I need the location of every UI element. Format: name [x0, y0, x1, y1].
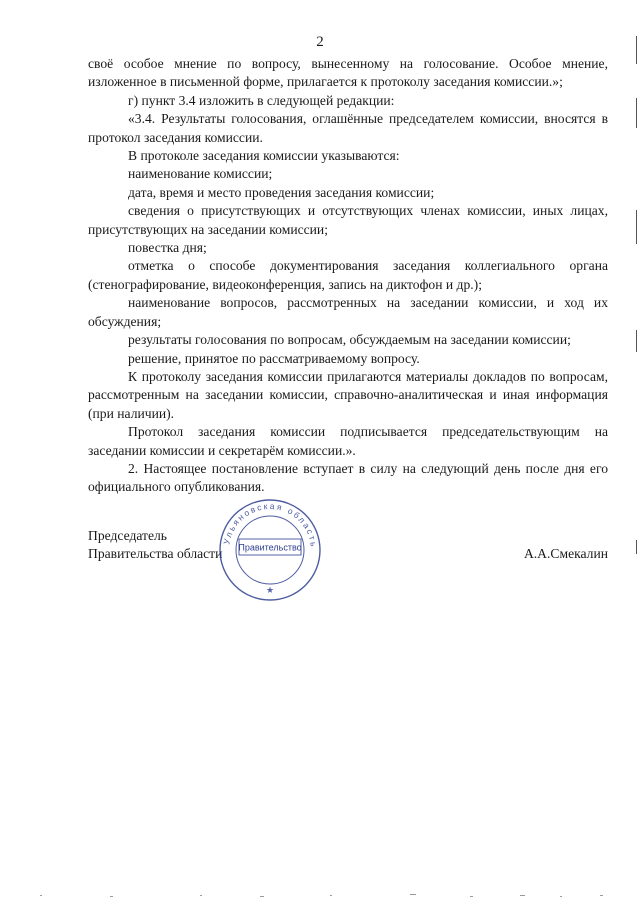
paragraph: результаты голосования по вопросам, обсуждаемым на заседании комиссии; — [128, 332, 571, 348]
signature-block — [88, 527, 608, 572]
paragraph: сведения о присутствующих и отсутствующих членах комиссии, иных лицах, присутствующих на заседании комиссии; — [88, 203, 608, 237]
stamp-center-text: Правительство — [238, 542, 302, 553]
paragraph: Протокол заседания комиссии подписывается председательствующим на заседании комиссии и секретарём комиссии.». — [88, 424, 608, 458]
scan-edge-line — [636, 36, 637, 64]
scan-edge-line — [636, 540, 637, 554]
paragraph: г) пункт 3.4 изложить в следующей редакции: — [128, 92, 395, 108]
scan-edge-line — [636, 330, 637, 352]
paragraph: наименование комиссии; — [128, 166, 273, 182]
scan-noise — [0, 893, 640, 899]
paragraph: К протоколу заседания комиссии прилагаются материалы докладов по вопросам, рассмотренным на заседании комиссии, справочно-аналитическая и иная информация (при наличии). — [88, 368, 608, 421]
paragraph: своё особое мнение по вопросу, вынесенному на голосование. Особое мнение, изложенное в письменной форме, прилагается к протоколу заседания комиссии.»; — [88, 56, 608, 90]
paragraph: повестка дня; — [128, 240, 207, 256]
signatory-title-line2: Правительства области — [88, 546, 223, 562]
scan-edge-line — [636, 98, 637, 128]
document-body — [88, 55, 608, 497]
stamp-ring-text: Ульяновская область — [221, 500, 320, 549]
paragraph: «3.4. Результаты голосования, оглашённые председателем комиссии, вносятся в протокол заседания комиссии. — [88, 111, 608, 145]
signatory-name: А.А.Смекалин — [523, 546, 608, 561]
signatory-title — [88, 527, 222, 564]
paragraph: наименование вопросов, рассмотренных на заседании комиссии, и ход их обсуждения; — [88, 295, 608, 329]
stamp-star: ★ — [265, 586, 275, 596]
paragraph: В протоколе заседания комиссии указываются: — [128, 148, 400, 164]
page-number: 2 — [316, 34, 324, 50]
signatory-title-line1: Председатель — [88, 528, 167, 543]
paragraph: 2. Настоящее постановление вступает в силу на следующий день после дня его официального опубликования. — [88, 460, 608, 495]
paragraph: отметка о способе документирования заседания коллегиального органа (стенографирование, видеоконференция, запись на диктофон и др.); — [88, 258, 608, 292]
official-stamp — [215, 495, 325, 605]
scan-edge-line — [636, 210, 637, 244]
paragraph: дата, время и место проведения заседания комиссии; — [128, 184, 435, 200]
paragraph: решение, принятое по рассматриваемому вопросу. — [128, 350, 420, 366]
